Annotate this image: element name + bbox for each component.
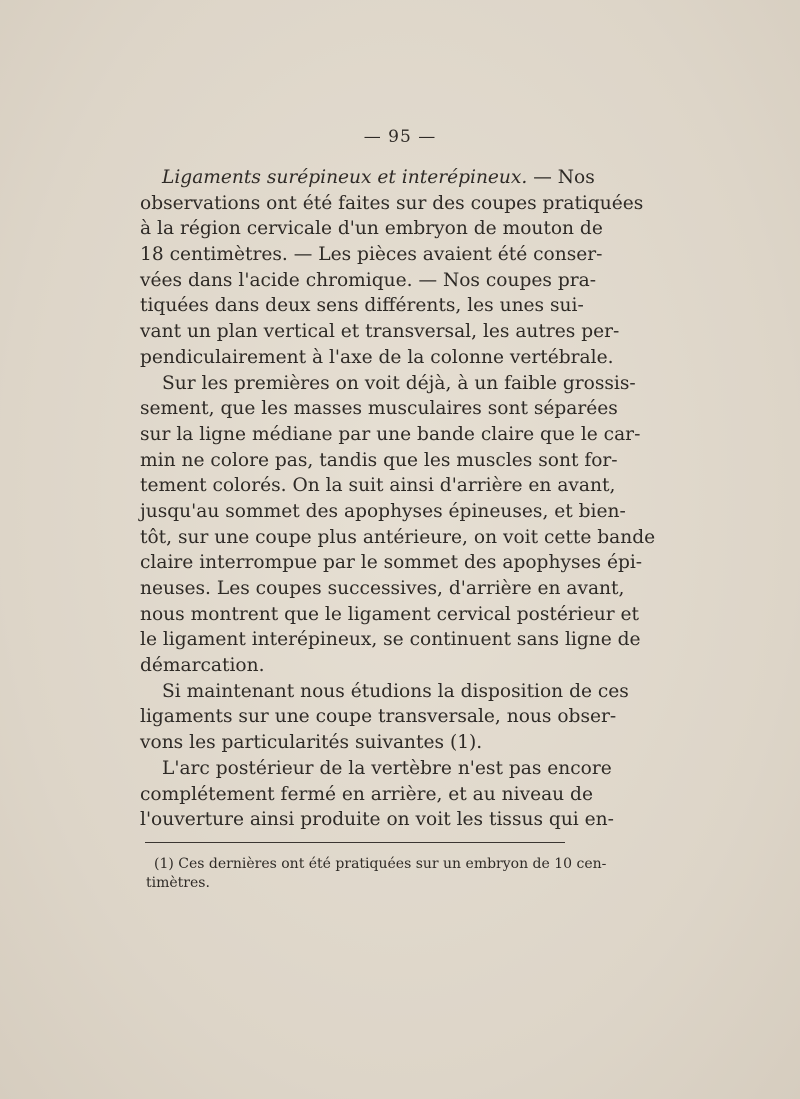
text-line: le ligament interépineux, se continuent sans ligne de <box>140 629 641 651</box>
footnote-line: timètres. <box>146 875 210 891</box>
text-line: vons les particularités suivantes (1). <box>140 732 483 754</box>
text-line: neuses. Les coupes successives, d'arrière en avant, <box>140 578 625 599</box>
text-line: à la région cervicale d'un embryon de mouton de <box>140 218 603 240</box>
text-line: jusqu'au sommet des apophyses épineuses, et bien- <box>140 500 626 522</box>
text-line: claire interrompue par le sommet des apophyses épi- <box>140 552 643 574</box>
text-line: l'ouverture ainsi produite on voit les tissus qui en- <box>140 809 614 831</box>
text-line: tiquées dans deux sens différents, les unes sui- <box>140 295 584 317</box>
paragraph-ligaments <box>140 165 644 371</box>
section-heading: Ligaments surépineux et interépineux. <box>162 167 528 188</box>
paragraph-transverse <box>140 679 629 756</box>
text-line: observations ont été faites sur des coupes pratiquées <box>140 192 644 214</box>
text-line: nous montrent que le ligament cervical postérieur et <box>140 603 639 625</box>
footnote-line: (1) Ces dernières ont été pratiquées sur un embryon de 10 cen- <box>154 856 607 872</box>
text-line: pendiculairement à l'axe de la colonne vertébrale. <box>140 346 614 368</box>
text-line: vées dans l'acide chromique. — Nos coupes pra- <box>140 269 596 291</box>
footnote <box>146 855 607 893</box>
footnote-divider <box>145 842 565 843</box>
body-text <box>140 165 656 833</box>
paragraph-observations <box>140 371 656 679</box>
text-line: complétement fermé en arrière, et au niveau de <box>140 783 593 805</box>
text-line: Sur les premières on voit déjà, à un faible grossis- <box>162 372 636 394</box>
text-line: ligaments sur une coupe transversale, nous obser- <box>140 706 617 728</box>
text-line: tôt, sur une coupe plus antérieure, on voit cette bande <box>140 526 656 548</box>
text-line <box>140 165 595 191</box>
text-line: vant un plan vertical et transversal, les autres per- <box>140 321 620 343</box>
text-line: sur la ligne médiane par une bande claire que le car- <box>140 423 641 445</box>
text-line: sement, que les masses musculaires sont séparées <box>140 398 618 420</box>
page-number: — 95 — <box>363 127 437 147</box>
paragraph-arc <box>140 756 614 833</box>
text-line: tement colorés. On la suit ainsi d'arrière en avant, <box>140 475 616 497</box>
text-line: 18 centimètres. — Les pièces avaient été conser- <box>140 244 603 266</box>
text-fragment: — Nos <box>527 167 595 188</box>
text-line: démarcation. <box>140 655 265 677</box>
text-line: L'arc postérieur de la vertèbre n'est pas encore <box>162 757 612 779</box>
text-line: Si maintenant nous étudions la disposition de ces <box>162 680 629 702</box>
text-line: min ne colore pas, tandis que les muscles sont for- <box>140 449 618 471</box>
